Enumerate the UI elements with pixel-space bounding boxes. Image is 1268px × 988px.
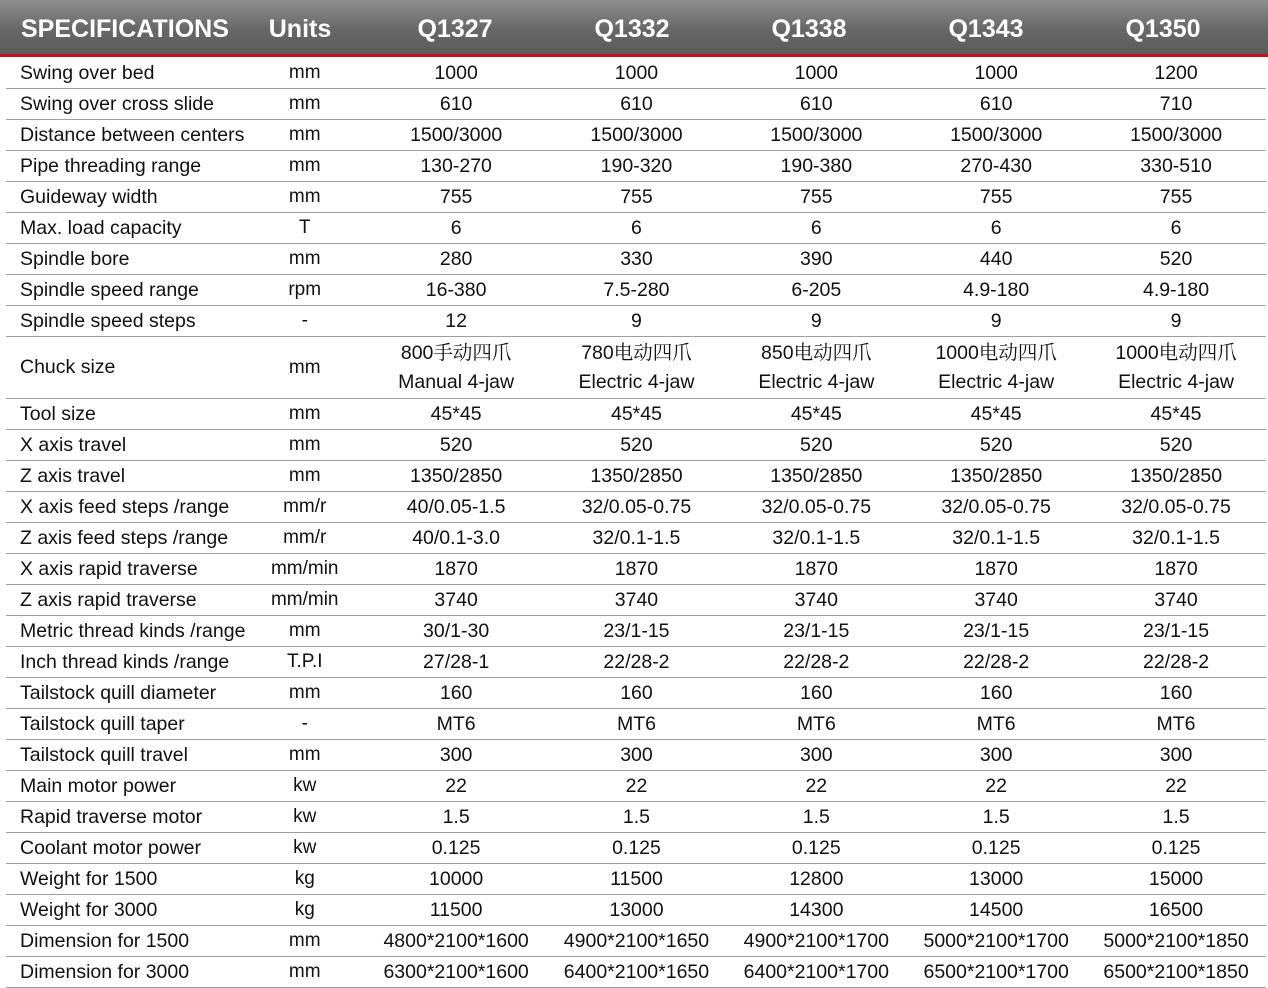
spec-unit: mm bbox=[244, 120, 366, 151]
spec-value: 610 bbox=[366, 89, 547, 120]
spec-value: 22 bbox=[906, 771, 1086, 802]
spec-value: 610 bbox=[906, 89, 1086, 120]
spec-value: 3740 bbox=[906, 585, 1086, 616]
spec-value-line: Electric 4-jaw bbox=[758, 370, 875, 393]
spec-value: 6400*2100*1700 bbox=[726, 957, 906, 988]
spec-row bbox=[6, 244, 1266, 275]
spec-row bbox=[6, 678, 1266, 709]
spec-value: 22/28-2 bbox=[547, 647, 727, 678]
spec-unit: mm bbox=[244, 151, 366, 182]
spec-value: 755 bbox=[547, 182, 727, 213]
spec-value: 6 bbox=[726, 213, 906, 244]
spec-value-line: 800手动四爪 bbox=[400, 341, 512, 364]
spec-row bbox=[6, 802, 1266, 833]
spec-value: 280 bbox=[366, 244, 547, 275]
spec-value bbox=[1086, 337, 1266, 399]
spec-label: X axis travel bbox=[6, 430, 244, 461]
spec-unit: - bbox=[244, 306, 366, 337]
spec-value: 1870 bbox=[906, 554, 1086, 585]
spec-value: 300 bbox=[547, 740, 727, 771]
spec-value: 15000 bbox=[1086, 864, 1266, 895]
spec-row bbox=[6, 89, 1266, 120]
spec-value: 3740 bbox=[1086, 585, 1266, 616]
spec-value: 300 bbox=[906, 740, 1086, 771]
header-model-q1343: Q1343 bbox=[948, 15, 1024, 43]
spec-unit: mm/r bbox=[244, 492, 366, 523]
spec-value: 22 bbox=[726, 771, 906, 802]
spec-value: 3740 bbox=[366, 585, 547, 616]
spec-row bbox=[6, 647, 1266, 678]
spec-value: 1000 bbox=[726, 58, 906, 89]
spec-unit: mm bbox=[244, 244, 366, 275]
spec-value: 6 bbox=[366, 213, 547, 244]
spec-value: 6400*2100*1650 bbox=[547, 957, 727, 988]
spec-value: 45*45 bbox=[726, 399, 906, 430]
spec-value: 16500 bbox=[1086, 895, 1266, 926]
spec-value: 3740 bbox=[547, 585, 727, 616]
spec-value: 45*45 bbox=[1086, 399, 1266, 430]
spec-value: MT6 bbox=[726, 709, 906, 740]
spec-value: 1000 bbox=[366, 58, 547, 89]
spec-value: 6500*2100*1700 bbox=[906, 957, 1086, 988]
spec-value: 22 bbox=[1086, 771, 1266, 802]
spec-row bbox=[6, 957, 1266, 988]
spec-value: 6 bbox=[1086, 213, 1266, 244]
spec-value: 1.5 bbox=[366, 802, 547, 833]
spec-value: 755 bbox=[366, 182, 547, 213]
spec-value: 160 bbox=[1086, 678, 1266, 709]
spec-value: 1500/3000 bbox=[906, 120, 1086, 151]
spec-label: Z axis feed steps /range bbox=[6, 523, 244, 554]
spec-value: 300 bbox=[1086, 740, 1266, 771]
spec-value: 1500/3000 bbox=[726, 120, 906, 151]
spec-value: 1870 bbox=[366, 554, 547, 585]
spec-label: Metric thread kinds /range bbox=[6, 616, 244, 647]
spec-unit: mm/r bbox=[244, 523, 366, 554]
spec-value: 0.125 bbox=[726, 833, 906, 864]
spec-unit: T bbox=[244, 213, 366, 244]
spec-value: 1200 bbox=[1086, 58, 1266, 89]
spec-label: Weight for 3000 bbox=[6, 895, 244, 926]
spec-row bbox=[6, 120, 1266, 151]
spec-label: Swing over cross slide bbox=[6, 89, 244, 120]
spec-label: Spindle speed range bbox=[6, 275, 244, 306]
spec-unit: mm bbox=[244, 182, 366, 213]
spec-value: 23/1-15 bbox=[547, 616, 727, 647]
spec-value: 610 bbox=[547, 89, 727, 120]
spec-value: 32/0.1-1.5 bbox=[906, 523, 1086, 554]
spec-value-line: Electric 4-jaw bbox=[578, 370, 695, 393]
spec-row bbox=[6, 58, 1266, 89]
header-specifications: SPECIFICATIONS bbox=[21, 15, 229, 43]
spec-row bbox=[6, 709, 1266, 740]
spec-value: 1870 bbox=[547, 554, 727, 585]
spec-value: 1.5 bbox=[906, 802, 1086, 833]
spec-row bbox=[6, 492, 1266, 523]
spec-row bbox=[6, 523, 1266, 554]
spec-value: MT6 bbox=[547, 709, 727, 740]
spec-value: 7.5-280 bbox=[547, 275, 727, 306]
spec-row bbox=[6, 771, 1266, 802]
spec-label: Pipe threading range bbox=[6, 151, 244, 182]
spec-value: 6 bbox=[906, 213, 1086, 244]
spec-value: 4.9-180 bbox=[906, 275, 1086, 306]
spec-value: 23/1-15 bbox=[906, 616, 1086, 647]
spec-value-line: Electric 4-jaw bbox=[1118, 370, 1235, 393]
spec-value-line: 1000电动四爪 bbox=[1115, 341, 1237, 364]
spec-value: 32/0.1-1.5 bbox=[1086, 523, 1266, 554]
spec-label: Rapid traverse motor bbox=[6, 802, 244, 833]
spec-unit: mm bbox=[244, 740, 366, 771]
spec-label: Tailstock quill travel bbox=[6, 740, 244, 771]
spec-label: Distance between centers bbox=[6, 120, 244, 151]
spec-row bbox=[6, 740, 1266, 771]
header-model-q1327: Q1327 bbox=[417, 15, 493, 43]
spec-label: Inch thread kinds /range bbox=[6, 647, 244, 678]
spec-value: 32/0.05-0.75 bbox=[726, 492, 906, 523]
spec-value: 190-320 bbox=[547, 151, 727, 182]
spec-value: 270-430 bbox=[906, 151, 1086, 182]
spec-value: 520 bbox=[906, 430, 1086, 461]
spec-value: 1870 bbox=[1086, 554, 1266, 585]
spec-row bbox=[6, 833, 1266, 864]
spec-value: 32/0.1-1.5 bbox=[547, 523, 727, 554]
spec-label: Tailstock quill diameter bbox=[6, 678, 244, 709]
spec-value: 16-380 bbox=[366, 275, 547, 306]
spec-value-line: 1000电动四爪 bbox=[935, 341, 1057, 364]
spec-value bbox=[547, 337, 727, 399]
spec-row bbox=[6, 461, 1266, 492]
spec-value: 10000 bbox=[366, 864, 547, 895]
spec-label: Dimension for 1500 bbox=[6, 926, 244, 957]
spec-unit: kw bbox=[244, 802, 366, 833]
spec-value: 1350/2850 bbox=[906, 461, 1086, 492]
header-units: Units bbox=[268, 15, 332, 43]
spec-unit: mm/min bbox=[244, 554, 366, 585]
spec-value: 330-510 bbox=[1086, 151, 1266, 182]
spec-value: 32/0.05-0.75 bbox=[906, 492, 1086, 523]
spec-unit: mm bbox=[244, 461, 366, 492]
spec-value: 520 bbox=[726, 430, 906, 461]
spec-value: 40/0.05-1.5 bbox=[366, 492, 547, 523]
spec-value: 190-380 bbox=[726, 151, 906, 182]
spec-value: MT6 bbox=[906, 709, 1086, 740]
spec-value-line: 850电动四爪 bbox=[761, 341, 872, 364]
spec-label: Spindle bore bbox=[6, 244, 244, 275]
spec-value: 160 bbox=[366, 678, 547, 709]
spec-row bbox=[6, 895, 1266, 926]
spec-value: 13000 bbox=[906, 864, 1086, 895]
spec-value: 11500 bbox=[547, 864, 727, 895]
spec-value: 440 bbox=[906, 244, 1086, 275]
spec-value: 9 bbox=[547, 306, 727, 337]
spec-value: 520 bbox=[1086, 430, 1266, 461]
spec-unit: - bbox=[244, 709, 366, 740]
spec-value: 6300*2100*1600 bbox=[366, 957, 547, 988]
spec-value: MT6 bbox=[1086, 709, 1266, 740]
spec-label: X axis rapid traverse bbox=[6, 554, 244, 585]
spec-value bbox=[906, 337, 1086, 399]
spec-value: 9 bbox=[906, 306, 1086, 337]
spec-value: 710 bbox=[1086, 89, 1266, 120]
spec-value: 11500 bbox=[366, 895, 547, 926]
spec-row bbox=[6, 864, 1266, 895]
spec-value: 1.5 bbox=[1086, 802, 1266, 833]
spec-label: Tailstock quill taper bbox=[6, 709, 244, 740]
spec-unit: mm bbox=[244, 337, 366, 399]
spec-value bbox=[366, 337, 547, 399]
spec-value: 1350/2850 bbox=[366, 461, 547, 492]
spec-unit: rpm bbox=[244, 275, 366, 306]
spec-row bbox=[6, 151, 1266, 182]
spec-value: 3740 bbox=[726, 585, 906, 616]
spec-label: Main motor power bbox=[6, 771, 244, 802]
spec-value: 0.125 bbox=[547, 833, 727, 864]
spec-value: 160 bbox=[906, 678, 1086, 709]
spec-row bbox=[6, 430, 1266, 461]
spec-value: 4800*2100*1600 bbox=[366, 926, 547, 957]
spec-label: Dimension for 3000 bbox=[6, 957, 244, 988]
spec-value: 130-270 bbox=[366, 151, 547, 182]
spec-row bbox=[6, 554, 1266, 585]
spec-label: Weight for 1500 bbox=[6, 864, 244, 895]
spec-value: 1870 bbox=[726, 554, 906, 585]
spec-unit: T.P.I bbox=[244, 647, 366, 678]
spec-value-line: Manual 4-jaw bbox=[398, 370, 515, 393]
spec-value: 300 bbox=[726, 740, 906, 771]
spec-value: 13000 bbox=[547, 895, 727, 926]
spec-value: 22/28-2 bbox=[1086, 647, 1266, 678]
spec-row bbox=[6, 585, 1266, 616]
spec-value-line: 780电动四爪 bbox=[581, 341, 692, 364]
spec-value: 755 bbox=[726, 182, 906, 213]
spec-label: Swing over bed bbox=[6, 58, 244, 89]
spec-value: 14300 bbox=[726, 895, 906, 926]
spec-value: 4900*2100*1650 bbox=[547, 926, 727, 957]
spec-value: 22/28-2 bbox=[726, 647, 906, 678]
spec-value: 1000 bbox=[906, 58, 1086, 89]
spec-value: 755 bbox=[1086, 182, 1266, 213]
spec-value: 23/1-15 bbox=[726, 616, 906, 647]
spec-value: 4900*2100*1700 bbox=[726, 926, 906, 957]
spec-row bbox=[6, 275, 1266, 306]
spec-value: 12800 bbox=[726, 864, 906, 895]
spec-label: Guideway width bbox=[6, 182, 244, 213]
table-header bbox=[0, 0, 1268, 57]
spec-value: 4.9-180 bbox=[1086, 275, 1266, 306]
spec-label: Tool size bbox=[6, 399, 244, 430]
spec-unit: mm bbox=[244, 957, 366, 988]
spec-value: 9 bbox=[726, 306, 906, 337]
spec-label: Z axis travel bbox=[6, 461, 244, 492]
spec-value: 45*45 bbox=[906, 399, 1086, 430]
header-model-q1350: Q1350 bbox=[1125, 15, 1201, 43]
spec-value: 14500 bbox=[906, 895, 1086, 926]
spec-label: X axis feed steps /range bbox=[6, 492, 244, 523]
spec-table bbox=[6, 58, 1266, 988]
spec-value: 22/28-2 bbox=[906, 647, 1086, 678]
spec-value: 32/0.1-1.5 bbox=[726, 523, 906, 554]
spec-value: 32/0.05-0.75 bbox=[547, 492, 727, 523]
spec-value: 30/1-30 bbox=[366, 616, 547, 647]
spec-value bbox=[726, 337, 906, 399]
spec-value: 390 bbox=[726, 244, 906, 275]
spec-value: 27/28-1 bbox=[366, 647, 547, 678]
spec-value: 610 bbox=[726, 89, 906, 120]
spec-value: 45*45 bbox=[547, 399, 727, 430]
header-model-q1338: Q1338 bbox=[771, 15, 847, 43]
spec-value: 1500/3000 bbox=[547, 120, 727, 151]
spec-row bbox=[6, 306, 1266, 337]
spec-value: 0.125 bbox=[1086, 833, 1266, 864]
spec-unit: mm bbox=[244, 678, 366, 709]
spec-value: 0.125 bbox=[906, 833, 1086, 864]
spec-value: MT6 bbox=[366, 709, 547, 740]
spec-row bbox=[6, 926, 1266, 957]
spec-value: 45*45 bbox=[366, 399, 547, 430]
spec-label: Coolant motor power bbox=[6, 833, 244, 864]
spec-label: Z axis rapid traverse bbox=[6, 585, 244, 616]
spec-value: 300 bbox=[366, 740, 547, 771]
spec-value: 6-205 bbox=[726, 275, 906, 306]
spec-row bbox=[6, 399, 1266, 430]
spec-value: 12 bbox=[366, 306, 547, 337]
spec-value: 22 bbox=[366, 771, 547, 802]
spec-unit: mm bbox=[244, 616, 366, 647]
spec-label: Chuck size bbox=[6, 337, 244, 399]
spec-unit: kg bbox=[244, 864, 366, 895]
spec-value: 22 bbox=[547, 771, 727, 802]
spec-value: 32/0.05-0.75 bbox=[1086, 492, 1266, 523]
spec-value: 160 bbox=[726, 678, 906, 709]
spec-value: 1350/2850 bbox=[1086, 461, 1266, 492]
spec-row bbox=[6, 182, 1266, 213]
spec-value: 520 bbox=[547, 430, 727, 461]
spec-value: 1350/2850 bbox=[547, 461, 727, 492]
spec-value: 5000*2100*1700 bbox=[906, 926, 1086, 957]
spec-value: 6500*2100*1850 bbox=[1086, 957, 1266, 988]
spec-value: 1500/3000 bbox=[1086, 120, 1266, 151]
spec-value: 1000 bbox=[547, 58, 727, 89]
spec-label: Spindle speed steps bbox=[6, 306, 244, 337]
spec-row bbox=[6, 337, 1266, 399]
spec-value: 0.125 bbox=[366, 833, 547, 864]
spec-value: 520 bbox=[366, 430, 547, 461]
spec-unit: mm/min bbox=[244, 585, 366, 616]
spec-value: 1500/3000 bbox=[366, 120, 547, 151]
spec-unit: mm bbox=[244, 89, 366, 120]
spec-value: 6 bbox=[547, 213, 727, 244]
spec-value: 23/1-15 bbox=[1086, 616, 1266, 647]
spec-value: 330 bbox=[547, 244, 727, 275]
spec-unit: mm bbox=[244, 430, 366, 461]
spec-unit: kg bbox=[244, 895, 366, 926]
spec-unit: kw bbox=[244, 771, 366, 802]
spec-value-line: Electric 4-jaw bbox=[938, 370, 1055, 393]
spec-unit: mm bbox=[244, 58, 366, 89]
spec-row bbox=[6, 616, 1266, 647]
spec-unit: mm bbox=[244, 926, 366, 957]
spec-value: 160 bbox=[547, 678, 727, 709]
header-model-q1332: Q1332 bbox=[594, 15, 670, 43]
spec-value: 40/0.1-3.0 bbox=[366, 523, 547, 554]
spec-unit: mm bbox=[244, 399, 366, 430]
spec-table-body bbox=[6, 58, 1266, 988]
spec-label: Max. load capacity bbox=[6, 213, 244, 244]
spec-value: 755 bbox=[906, 182, 1086, 213]
spec-value: 5000*2100*1850 bbox=[1086, 926, 1266, 957]
spec-unit: kw bbox=[244, 833, 366, 864]
spec-value: 520 bbox=[1086, 244, 1266, 275]
spec-value: 1.5 bbox=[726, 802, 906, 833]
spec-value: 1.5 bbox=[547, 802, 727, 833]
spec-value: 9 bbox=[1086, 306, 1266, 337]
spec-row bbox=[6, 213, 1266, 244]
spec-value: 1350/2850 bbox=[726, 461, 906, 492]
